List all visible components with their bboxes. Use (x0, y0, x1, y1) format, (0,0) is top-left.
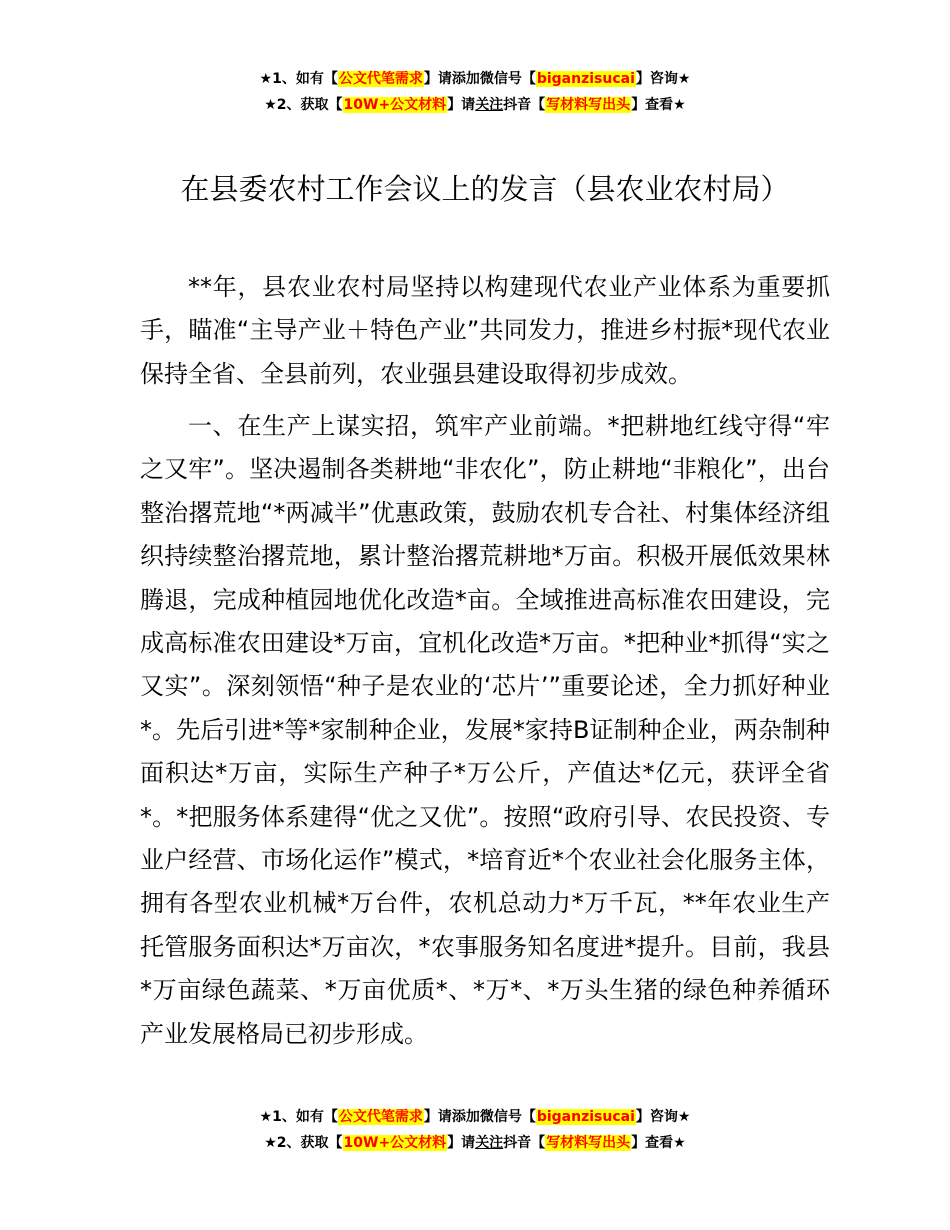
banner-highlight-account: 写材料写出头 (546, 97, 631, 113)
banner-text: 】咨询★ (635, 1109, 691, 1125)
banner-text: 】请添加微信号【 (423, 71, 536, 87)
banner-highlight-wechat-id: biganzisucai (536, 1109, 635, 1125)
banner-highlight-account: 写材料写出头 (546, 1135, 631, 1151)
banner-text: ★2、获取【 (264, 1135, 343, 1151)
banner-text: 抖音【 (503, 97, 546, 113)
header-banner-line-1 (0, 66, 950, 92)
banner-text: 】请 (447, 97, 476, 113)
banner-text: 】请 (447, 1135, 476, 1151)
banner-underlined: 关注 (475, 97, 504, 113)
banner-text: ★1、如有【 (259, 71, 338, 87)
paragraph-section-1: 一、在生产上谋实招，筑牢产业前端。*把耕地红线守得“牢之又牢”。坚决遏制各类耕地“非农化”，防止耕地“非粮化”，出台整治撂荒地“*两减半”优惠政策，鼓励农机专合社、村集体经济组织持续整治撂荒地，累计整治撂荒耕地*万亩。积极开展低效果林腾退，完成种植园地优化改造*亩。全域推进高标准农田建设，完成高标准农田建设*万亩，宜机化改造*万亩。*把种业*抓得“实之又实”。深刻领悟“种子是农业的‘芯片’”重要论述，全力抓好种业*。先后引进*等*家制种企业，发展*家持B证制种企业，两杂制种面积达*万亩，实际生产种子*万公斤，产值达*亿元，获评全省*。*把服务体系建得“优之又优”。按照“政府引导、农民投资、专业户经营、市场化运作”模式，*培育近*个农业社会化服务主体，拥有各型农业机械*万台件，农机总动力*万千瓦，**年农业生产托管服务面积达*万亩次，*农事服务知名度进*提升。目前，我县*万亩绿色蔬菜、*万亩优质*、*万*、*万头生猪的绿色种养循环产业发展格局已初步形成。 (140, 412, 830, 1048)
banner-text: 】查看★ (631, 97, 686, 113)
banner-highlight-wechat-id: biganzisucai (536, 71, 635, 87)
footer-banner-line-1 (0, 1104, 950, 1130)
footer-banner-line-2 (0, 1130, 950, 1156)
header-banner-line-2 (0, 92, 950, 118)
banner-highlight: 10W+公文材料 (343, 97, 447, 113)
banner-highlight: 公文代笔需求 (338, 1109, 423, 1125)
banner-text: 抖音【 (503, 1135, 546, 1151)
paragraph-intro: **年，县农业农村局坚持以构建现代农业产业体系为重要抓手，瞄准“主导产业＋特色产业”共同发力，推进乡村振*现代农业保持全省、全县前列，农业强县建设取得初步成效。 (140, 273, 830, 388)
banner-text: 】查看★ (631, 1135, 686, 1151)
document-title: 在县委农村工作会议上的发言（县农业农村局） (180, 172, 790, 206)
banner-text: ★2、获取【 (264, 97, 343, 113)
banner-highlight: 公文代笔需求 (338, 71, 423, 87)
banner-text: 】咨询★ (635, 71, 691, 87)
banner-text: 】请添加微信号【 (423, 1109, 536, 1125)
footer-banner (0, 1104, 950, 1156)
header-banner (0, 66, 950, 118)
banner-underlined: 关注 (475, 1135, 504, 1151)
banner-text: ★1、如有【 (259, 1109, 338, 1125)
banner-highlight: 10W+公文材料 (343, 1135, 447, 1151)
